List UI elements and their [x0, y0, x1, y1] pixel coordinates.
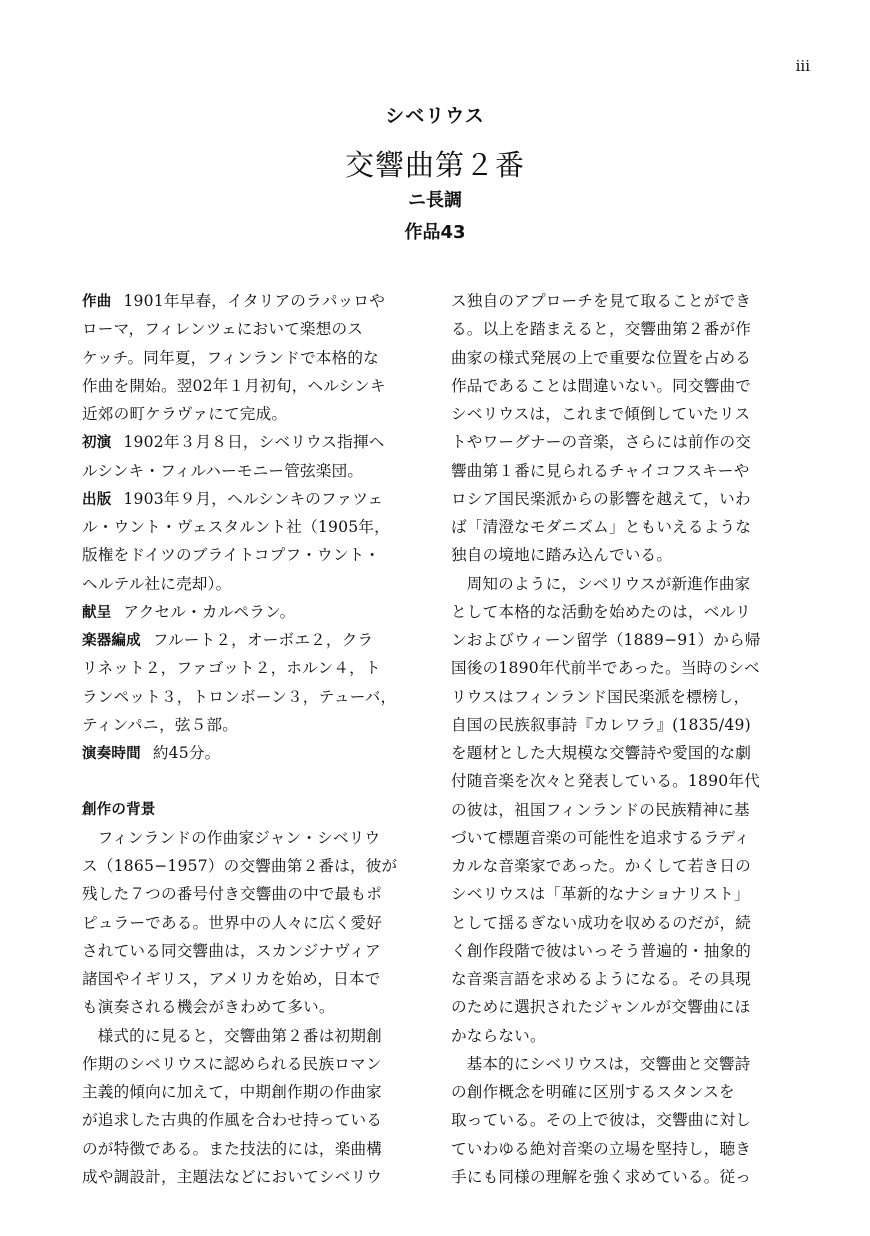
body-line: 基本的にシベリウスは，交響曲と交響詩 [466, 1054, 751, 1073]
fact-line [82, 711, 422, 739]
section-gap [82, 767, 422, 795]
body-line: 作期のシベリウスに認められる民族ロマン [82, 1054, 382, 1073]
fact-line [82, 598, 422, 626]
fact-line [82, 400, 422, 428]
fact-text: ヘルテル社に売却）。 [82, 574, 232, 593]
fact-line [82, 683, 422, 711]
fact-label: 出版 [82, 491, 112, 508]
body-line: 諸国やイギリス，アメリカを始め，日本で [82, 970, 381, 988]
body-line: な音楽言語を求めるようになる。その具現 [451, 970, 752, 988]
body-line: ピュラーである。世界中の人々に広く愛好 [82, 913, 383, 932]
body-line: 曲家の様式発展の上で重要な位置を占める [451, 348, 752, 367]
body-line: ンおよびウィーン留学（1889−91）から帰 [451, 631, 761, 649]
fact-text: フルート２，オーボエ２，クラ [152, 631, 374, 649]
fact-line [82, 626, 422, 654]
fact-label: 楽器編成 [82, 633, 141, 649]
body-line: ス独自のアプローチを見て取ることができ [451, 292, 752, 310]
body-line: 残した７つの番号付き交響曲の中で最もポ [82, 885, 383, 904]
body-line: も演奏される機会がきわめて多い。 [82, 998, 335, 1017]
body-line: 周知のように，シベリウスが新進作曲家 [466, 574, 751, 593]
body-line: 付随音楽を次々と発表している。1890年代 [451, 772, 760, 791]
fact-line [82, 541, 422, 569]
fact-label: 作曲 [82, 294, 112, 310]
body-line: として揺るぎない成功を収めるのだが，続 [451, 913, 752, 932]
left-column [82, 287, 422, 1191]
page-number: iii [795, 57, 810, 75]
right-column [451, 287, 791, 1191]
body-line: づいて標題音楽の可能性を追求するラディ [451, 828, 750, 847]
body-line: る。以上を踏まえると，交響曲第２番が作 [451, 320, 752, 339]
fact-line [82, 315, 422, 343]
fact-text: ルシンキ・フィルハーモニー管弦楽団。 [82, 461, 364, 480]
fact-line [82, 344, 422, 372]
fact-text: ランペット３，トロンボーン３，テューバ， [82, 687, 397, 706]
fact-line [82, 428, 422, 456]
body-line: く創作段階で彼はいっそう普遍的・抽象的 [451, 941, 752, 960]
body-line: 作品であることは間違いない。同交響曲で [451, 376, 752, 395]
body-line: 自国の民族叙事詩『カレワラ』(1835/49) [451, 715, 751, 734]
fact-text: リネット２，ファゴット２，ホルン４，ト [82, 659, 381, 678]
fact-label: 献呈 [82, 604, 112, 621]
fact-text: ケッチ。同年夏，フィンランドで本格的な [82, 348, 379, 367]
body-line: 響曲第１番に見られるチャイコフスキーや [451, 461, 750, 480]
fact-text: 作曲を開始。翌02年１月初旬，ヘルシンキ [82, 376, 386, 395]
fact-line [82, 372, 422, 400]
fact-text: 1901年早春，イタリアのラパッロや [123, 292, 386, 310]
body-line: ば「清澄なモダニズム」ともいえるような [451, 518, 752, 536]
body-line: されている同交響曲は，スカンジナヴィア [82, 941, 381, 960]
section-heading: 創作の背景 [82, 801, 156, 818]
fact-text: アクセル・カルペラン。 [123, 602, 296, 621]
fact-line [82, 457, 422, 485]
fact-line [82, 485, 422, 513]
body-line: のが特徴である。また技法的には，楽曲構 [82, 1139, 383, 1158]
body-line: フィンランドの作曲家ジャン・シベリウ [97, 828, 381, 847]
fact-entry [82, 598, 422, 626]
fact-entry [82, 485, 422, 598]
fact-text: 約45分。 [152, 744, 221, 762]
work-opus: 作品43 [404, 222, 466, 243]
fact-line [82, 287, 422, 315]
body-line: 主義的傾向に加えて，中期創作期の作曲家 [82, 1083, 382, 1101]
body-line: ロシア国民楽派からの影響を越えて，いわ [451, 489, 751, 508]
body-line: ていわゆる絶対音楽の立場を堅持し，聴き [451, 1139, 752, 1158]
body-line: トやワーグナーの音楽，さらには前作の交 [451, 433, 752, 452]
fact-label: 演奏時間 [82, 746, 141, 762]
body-line: シベリウスは，これまで傾倒していたリス [451, 405, 751, 423]
fact-entry [82, 287, 422, 428]
body-line: が追求した古典的作風を合わせ持っている [82, 1111, 383, 1130]
fact-text: 1902年３月８日，シベリウス指揮ヘ [123, 433, 385, 452]
body-line: 手にも同様の理解を強く求めている。従っ [451, 1167, 752, 1186]
fact-text: 近郊の町ケラヴァにて完成。 [82, 405, 288, 423]
fact-entry [82, 739, 422, 767]
fact-text: ル・ウント・ヴェスタルント社（1905年， [82, 518, 390, 536]
body-line: を題材とした大規模な交響詩や愛国的な劇 [451, 744, 752, 762]
body-line: 国後の1890年代前半であった。当時のシベ [451, 659, 760, 678]
fact-line [82, 570, 422, 598]
body-line: 成や調設計，主題法などにおいてシベリウ [82, 1167, 383, 1186]
body-line: の創作概念を明確に区別するスタンスを [451, 1083, 735, 1101]
work-title: 交響曲第２番 [344, 148, 525, 182]
fact-text: 1903年９月，ヘルシンキのファツェ [123, 489, 384, 508]
fact-text: ローマ，フィレンツェにおいて楽想のス [82, 320, 364, 339]
body-line: のために選択されたジャンルが交響曲にほ [451, 998, 751, 1017]
body-line: リウスはフィンランド国民楽派を標榜し， [451, 687, 750, 706]
body-line: 独自の境地に踏み込んでいる。 [451, 546, 673, 565]
fact-entry [82, 626, 422, 739]
body-line: ス（1865−1957）の交響曲第２番は，彼が [82, 857, 398, 875]
body-line: の彼は，祖国フィンランドの民族精神に基 [451, 800, 750, 819]
body-line: 様式的に見ると，交響曲第２番は初期創 [97, 1026, 382, 1045]
fact-line [82, 739, 422, 767]
body-line: として本格的な活動を始めたのは，ベルリ [451, 602, 752, 621]
fact-text: 版権をドイツのブライトコプフ・ウント・ [82, 546, 381, 565]
fact-entry [82, 428, 422, 485]
fact-label: 初演 [82, 435, 112, 452]
work-key: ニ長調 [408, 190, 462, 211]
body-line: シベリウスは「革新的なナショナリスト」 [451, 885, 750, 904]
fact-line [82, 654, 422, 682]
fact-text: ティンパニ，弦５部。 [82, 715, 239, 734]
body-line: 取っている。その上で彼は，交響曲に対し [451, 1111, 752, 1130]
composer-name: シベリウス [385, 105, 485, 127]
body-line: カルな音楽家であった。かくして若き日の [451, 857, 751, 875]
fact-line [82, 513, 422, 541]
body-line: かならない。 [451, 1026, 546, 1045]
